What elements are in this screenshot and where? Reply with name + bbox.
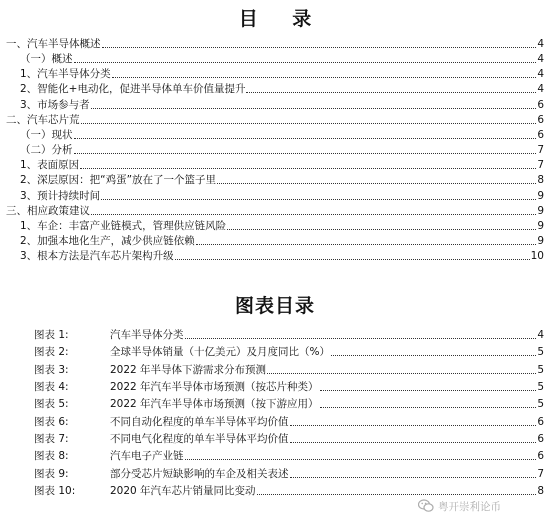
dot-leader (74, 153, 537, 154)
figure-entry[interactable] (34, 379, 544, 395)
dot-leader (257, 494, 537, 495)
figure-number: 图表 5: (34, 398, 69, 411)
toc-entry-label: 1、车企：丰富产业链模式，管理供应链风险 (20, 219, 227, 232)
figure-entry-page: 6 (537, 433, 544, 446)
dot-leader (185, 459, 537, 460)
dot-leader (102, 47, 537, 48)
toc-entry-label: （二）分析 (20, 144, 73, 157)
toc-entry-label: 三、相应政策建议 (6, 204, 90, 217)
dot-leader (175, 259, 530, 260)
toc-entry-page: 4 (537, 38, 544, 50)
toc-entry[interactable] (20, 172, 544, 188)
dot-leader (267, 373, 536, 374)
watermark (418, 497, 548, 515)
toc-entry[interactable] (20, 51, 544, 67)
figure-entry-page: 5 (537, 363, 544, 376)
figure-caption: 2022 年半导体下游需求分布预测 (110, 363, 267, 376)
dot-leader (320, 407, 537, 408)
toc-entry-page: 10 (530, 250, 544, 263)
dot-leader (185, 338, 537, 339)
figure-entry-label (34, 396, 319, 412)
toc-entry-label: 1、表面原因 (20, 159, 80, 172)
toc-entry[interactable] (20, 248, 544, 264)
toc-entry-page: 6 (537, 128, 544, 141)
toc-entry-page: 4 (537, 83, 544, 96)
toc-entry[interactable] (20, 81, 544, 97)
figure-caption: 不同自动化程度的单车半导体平均价值 (110, 415, 289, 428)
toc-entry-page: 4 (537, 68, 544, 81)
figure-entry-page: 4 (537, 329, 544, 341)
figure-entry-page: 6 (537, 415, 544, 428)
dot-leader (74, 62, 537, 63)
toc-entry-label: （一）概述 (20, 53, 73, 66)
figure-number: 图表 10: (34, 485, 76, 498)
watermark-text: 粤开崇利论币 (438, 500, 501, 513)
dot-leader (331, 355, 536, 356)
toc-entry-label: 一、汽车半导体概述 (6, 38, 101, 50)
figure-caption: 部分受芯片短缺影响的车企及相关表述 (110, 467, 289, 480)
figure-caption: 2022 年汽车半导体市场预测（按芯片种类） (110, 381, 319, 394)
figure-entry-page: 5 (537, 381, 544, 394)
toc-entry-page: 7 (537, 144, 544, 157)
toc-entry[interactable] (20, 127, 544, 143)
toc-entry-label: （一）现状 (20, 128, 73, 141)
toc-entry-label: 2、深层原因：把“鸡蛋”放在了一个篮子里 (20, 174, 217, 187)
figure-number: 图表 6: (34, 415, 69, 428)
figure-entry[interactable] (34, 414, 544, 430)
figure-entry-page: 8 (537, 485, 544, 498)
dot-leader (91, 214, 536, 215)
figure-entry-label (34, 448, 184, 464)
figure-caption: 全球半导体销量（十亿美元）及月度同比（%） (110, 346, 330, 359)
figure-list-title: 图表目录 (234, 295, 315, 317)
toc-entry-page: 9 (537, 234, 544, 247)
figure-caption: 2022 年汽车半导体市场预测（按下游应用） (110, 398, 319, 411)
figure-entry[interactable] (34, 396, 544, 412)
dot-leader (290, 442, 537, 443)
figure-caption: 汽车电子产业链 (110, 450, 184, 463)
toc-entry-label: 2、加强本地化生产，减少供应链依赖 (20, 234, 195, 247)
figure-entry-label (34, 362, 266, 378)
figure-entry[interactable] (34, 327, 544, 343)
dot-leader (81, 123, 537, 124)
toc-entry-label: 3、预计持续时间 (20, 189, 101, 202)
figure-number: 图表 2: (34, 346, 69, 359)
figure-caption: 2020 年汽车芯片销量同比变动 (110, 485, 256, 498)
toc-entry-label: 1、汽车半导体分类 (20, 68, 111, 81)
figure-entry-label (34, 327, 184, 343)
dot-leader (91, 108, 537, 109)
dot-leader (112, 77, 537, 78)
toc-title: 目 录 (238, 8, 326, 30)
figure-entry[interactable] (34, 431, 544, 447)
toc-entry-label: 二、汽车芯片荒 (6, 113, 80, 126)
toc-entry[interactable] (6, 36, 544, 52)
dot-leader (246, 92, 536, 93)
figure-number: 图表 1: (34, 329, 69, 341)
toc-entry[interactable] (20, 142, 544, 158)
figure-entry-label (34, 344, 330, 360)
figure-number: 图表 3: (34, 363, 69, 376)
toc-entry-page: 9 (537, 204, 544, 217)
dot-leader (320, 390, 537, 391)
figure-caption: 汽车半导体分类 (110, 329, 184, 341)
figure-number: 图表 8: (34, 450, 69, 463)
toc-entry-page: 9 (537, 219, 544, 232)
toc-entry-page: 4 (537, 53, 544, 66)
toc-entry[interactable] (20, 218, 544, 234)
figure-caption: 不同电气化程度的单车半导体平均价值 (110, 433, 289, 446)
figure-entry[interactable] (34, 344, 544, 360)
figure-entry-label (34, 483, 256, 499)
figure-entry[interactable] (34, 362, 544, 378)
toc-entry[interactable] (6, 112, 544, 128)
toc-entry[interactable] (20, 233, 544, 249)
dot-leader (101, 199, 536, 200)
toc-entry[interactable] (20, 157, 544, 173)
figure-entry-page: 6 (537, 450, 544, 463)
figure-entry[interactable] (34, 466, 544, 482)
figure-entry-label (34, 466, 289, 482)
wechat-icon (418, 499, 434, 513)
figure-entry-page: 5 (537, 398, 544, 411)
toc-entry[interactable] (20, 188, 544, 204)
toc-entry-page: 8 (537, 174, 544, 187)
figure-entry-label (34, 431, 289, 447)
dot-leader (74, 138, 537, 139)
toc-entry[interactable] (20, 97, 544, 113)
toc-entry-label: 2、智能化+电动化，促进半导体单车价值量提升 (20, 83, 246, 96)
dot-leader (290, 477, 537, 478)
figure-number: 图表 7: (34, 433, 69, 446)
dot-leader (227, 229, 536, 230)
dot-leader (290, 425, 537, 426)
dot-leader (196, 244, 537, 245)
toc-entry[interactable] (6, 203, 544, 219)
figure-entry[interactable] (34, 448, 544, 464)
figure-entry-label (34, 379, 319, 395)
figure-entry-label (34, 414, 289, 430)
toc-entry-page: 6 (537, 98, 544, 111)
toc-entry-label: 3、市场参与者 (20, 98, 90, 111)
figure-entry-page: 5 (537, 346, 544, 359)
figure-entry-page: 7 (537, 467, 544, 480)
toc-entry-page: 9 (537, 189, 544, 202)
toc-entry-label: 3、根本方法是汽车芯片架构升级 (20, 250, 174, 263)
toc-entry[interactable] (20, 66, 544, 82)
toc-entry-page: 7 (537, 159, 544, 172)
figure-number: 图表 4: (34, 381, 69, 394)
dot-leader (80, 168, 536, 169)
toc-entry-page: 6 (537, 113, 544, 126)
figure-number: 图表 9: (34, 467, 69, 480)
dot-leader (217, 183, 536, 184)
